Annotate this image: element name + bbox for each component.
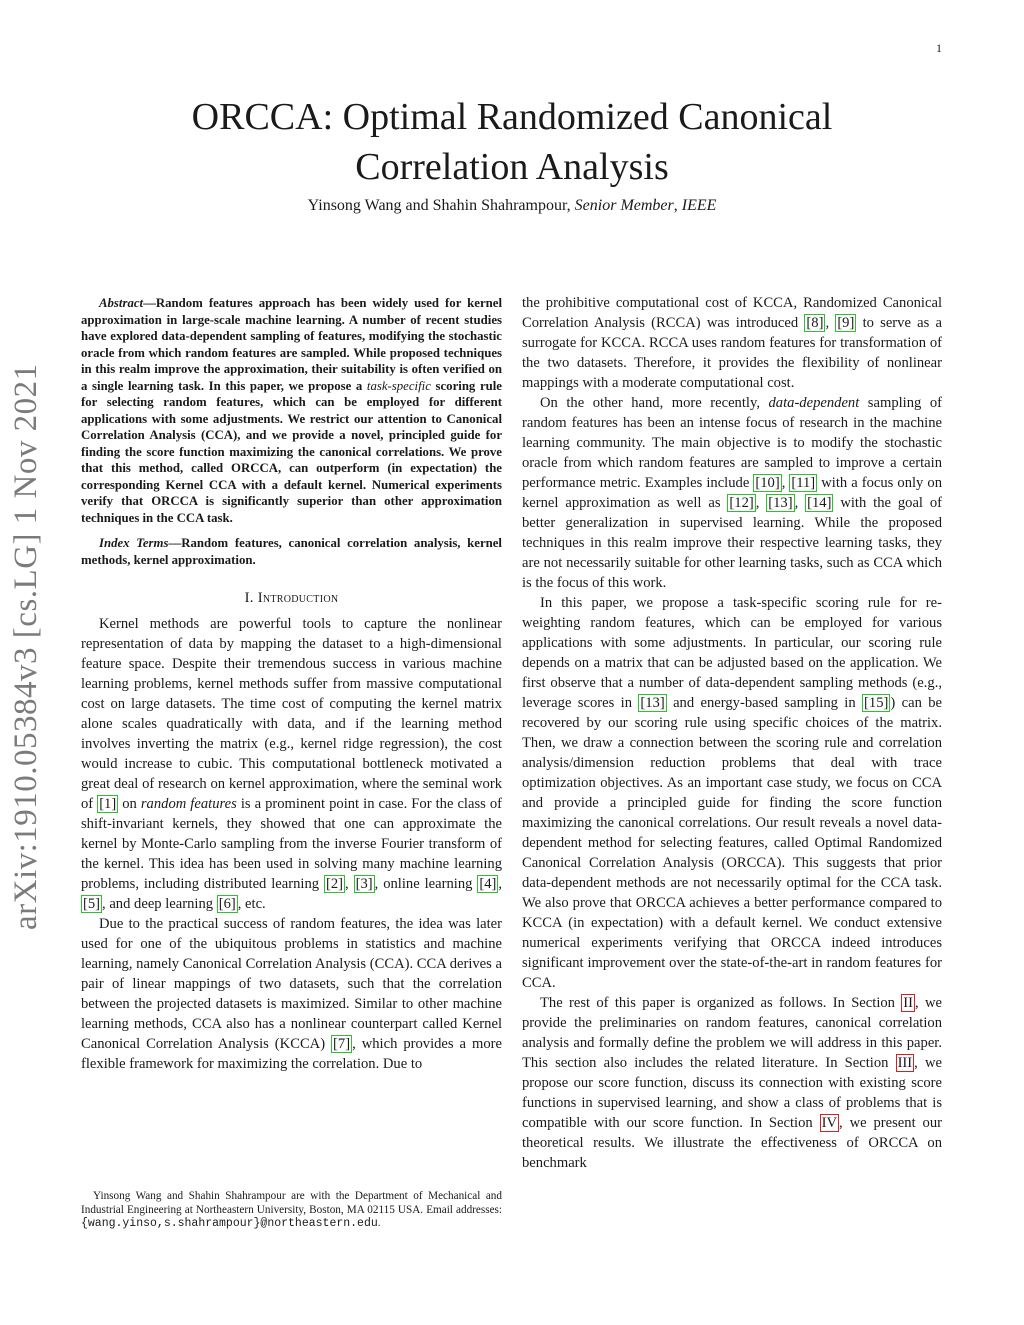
paragraph <box>81 614 502 914</box>
text-run: the prohibitive computational cost of KCCA, Randomized Canonical Correlation Analysis (RCCA) was introduced <box>522 295 942 331</box>
text-run: On the other hand, more recently, <box>540 395 769 411</box>
text-run: , <box>794 495 806 511</box>
text-run: is a prominent point in case. For the class of shift-invariant kernels, they showed that one can approximate the kernel by Monte-Carlo sampling from the inverse Fourier transform of the kernel. This idea has been used in solving many machine learning problems, including distributed learning <box>81 796 503 892</box>
paragraph <box>522 593 942 993</box>
citation-link[interactable]: [8] <box>806 315 824 331</box>
citation-link[interactable]: [12] <box>729 495 754 511</box>
section-link[interactable]: IV <box>821 1115 838 1131</box>
paragraph <box>522 293 942 393</box>
text-run: , <box>755 495 767 511</box>
author-org: IEEE <box>681 197 717 214</box>
citation-link[interactable]: [4] <box>479 876 497 892</box>
section-link[interactable]: II <box>903 995 914 1011</box>
text-run: ) can be recovered by our scoring rule using specific choices of the matrix. Then, we draw a connection between the scoring rule and correlation analysis/dimension reduction problems that deal with trace optimization objectives. As an important case study, we focus on CCA and provide a principled guide for finding the score function maximizing the canonical correlations. Our result reveals a novel data-dependent method for selecting features, called Optimal Randomized Canonical Correlation Analysis (ORCCA). This suggests that prior data-dependent methods are not necessarily optimal for the CCA task. We also prove that ORCCA achieves a better performance compared to KCCA (in expectation) with a default kernel. We conduct extensive numerical experiments verifying that ORCCA indeed introduces significant improvement over the state-of-the-art in random features for CCA. <box>522 695 943 991</box>
text-run: The rest of this paper is organized as follows. In Section <box>540 995 902 1011</box>
right-column <box>522 293 942 1173</box>
citation-link[interactable]: [14] <box>807 495 832 511</box>
index-terms-text: —Random features, canonical correlation analysis, kernel methods, kernel approximation. <box>81 536 502 567</box>
footnote <box>81 1190 502 1231</box>
email-address: {wang.yinso,s.shahrampour}@northeastern.edu <box>81 1217 378 1231</box>
text-run: , we provide the preliminaries on random features, canonical correlation analysis and formally define the problem we will address in this paper. This section also includes the related literature. In Section <box>522 995 942 1071</box>
text-run: Due to the practical success of random features, the idea was later used for one of the ubiquitous problems in statistics and machine learning, namely Canonical Correlation Analysis (CCA). CCA derives a pair of linear mappings of two datasets, such that the correlation between the projected datasets is maximized. Similar to other machine learning methods, CCA also has a nonlinear counterpart called Kernel Canonical Correlation Analysis (KCCA) <box>81 916 502 1052</box>
text-run: Kernel methods are powerful tools to capture the nonlinear representation of data by mapping the dataset to a high-dimensional feature space. Despite their tremendous success in various machine learning problems, kernel methods suffer from massive computational cost on large datasets. The time cost of computing the kernel matrix alone scales quadratically with data, and if the learning method involves inverting the matrix (e.g., kernel ridge regression), the cost would increase to cubic. This computational bottleneck motivated a great deal of research on kernel approximation, where the seminal work of <box>81 616 502 812</box>
citation-link[interactable]: [9] <box>837 315 855 331</box>
author-names: Yinsong Wang and Shahin Shahrampour, <box>307 197 571 214</box>
text-run: In this paper, we propose a task-specific scoring rule for re-weighting random features, which can be employed for various applications with some adjustments. In particular, our scoring rule depends on a matrix that can be adjusted based on the application. We first observe that a number of data-dependent sampling methods (e.g., leverage scores in <box>522 595 942 711</box>
emphasis: random features <box>140 796 237 812</box>
text-run: , <box>345 876 354 892</box>
text-run: , online learning <box>374 876 478 892</box>
paragraph <box>81 914 502 1074</box>
text-run: , we propose our score function, discuss its connection with existing score functions in supervised learning, and show a class of problems that is compatible with our score function. In Section <box>522 1055 942 1131</box>
index-terms <box>81 535 502 568</box>
emphasis: data-dependent <box>768 395 860 411</box>
citation-link[interactable]: [13] <box>640 695 665 711</box>
abstract-emph: task-specific <box>366 378 431 393</box>
text-run: with a focus only on kernel approximation as well as <box>522 475 942 511</box>
citation-link[interactable]: [6] <box>218 896 236 912</box>
citation-link[interactable]: [5] <box>83 896 101 912</box>
author-role: Senior Member <box>574 197 674 214</box>
citation-link[interactable]: [7] <box>333 1036 351 1052</box>
text-run: on <box>118 796 141 812</box>
citation-link[interactable]: [11] <box>791 475 816 491</box>
text-run: sampling of random features has been an intense focus of research in the machine learning community. The main objective is to modify the stochastic oracle from which random features are sampled to improve a certain performance metric. Examples include <box>522 395 942 491</box>
citation-link[interactable]: [15] <box>864 695 889 711</box>
abstract-text: —Random features approach has been widely used for kernel approximation in large-scale machine learning. A number of recent studies have explored data-dependent sampling of features, modifying the stochastic oracle from which random features are sampled. While proposed techniques in this realm improve the approximation, their suitability is often verified on a single learning task. In this paper, we propose a <box>81 296 502 393</box>
text-run: with the goal of better generalization in supervised learning. While the proposed techniques in this realm improve their respective learning tasks, they are not necessarily suitable for other learning tasks, such as CCA which is the focus of this work. <box>522 495 943 591</box>
paragraph <box>522 993 942 1173</box>
left-column <box>81 295 502 1074</box>
text-run: , we present our theoretical results. We illustrate the effectiveness of ORCCA on benchmark <box>522 1115 942 1171</box>
text-run: , <box>781 475 790 491</box>
text-run: and energy-based sampling in <box>666 695 863 711</box>
paragraph <box>522 393 942 593</box>
abstract-label: Abstract <box>99 296 144 310</box>
arxiv-stamp: arXiv:1910.05384v3 [cs.LG] 1 Nov 2021 <box>8 363 44 930</box>
section-title: Introduction <box>257 590 339 606</box>
abstract-text-cont: scoring rule for selecting random features, which can be employed for different applications with some adjustments. We restrict our attention to Canonical Correlation Analysis (CCA), and we provide a novel, principled guide for finding the score function maximizing the canonical correlations. We prove that this method, called ORCCA, can outperform (in expectation) the corresponding Kernel CCA with a default kernel. Numerical experiments verify that ORCCA is significantly superior than other approximation techniques in the CCA task. <box>81 378 502 525</box>
section-heading <box>81 588 502 608</box>
text-run: , and deep learning <box>102 896 217 912</box>
citation-link[interactable]: [3] <box>355 876 373 892</box>
page-number: 1 <box>936 41 942 55</box>
author-line: Yinsong Wang and Shahin Shahrampour, Senior Member, IEEE <box>307 197 717 214</box>
text-run: to serve as a surrogate for KCCA. RCCA uses random features for transformation of the two datasets. Therefore, it provides the flexibility of nonlinear mappings with a moderate computational cost. <box>522 315 943 391</box>
citation-link[interactable]: [1] <box>99 796 117 812</box>
text-run: , <box>498 876 503 892</box>
index-terms-label: Index Terms <box>99 536 169 550</box>
footnote-text: Yinsong Wang and Shahin Shahrampour are with the Department of Mechanical and Industrial Engineering at Northeastern University, Boston, MA 02115 USA. Email addresses: <box>81 1190 502 1216</box>
text-run: , which provides a more flexible framework for maximizing the correlation. Due to <box>81 1036 502 1072</box>
footnote-end: . <box>377 1217 381 1230</box>
text-run: , <box>825 315 836 331</box>
paper-title: ORCCA: Optimal Randomized Canonical Correlation Analysis <box>191 96 833 188</box>
text-run: , etc. <box>237 896 266 912</box>
abstract <box>81 295 502 526</box>
section-numeral: I. <box>244 590 254 606</box>
section-link[interactable]: III <box>897 1055 913 1071</box>
citation-link[interactable]: [2] <box>326 876 344 892</box>
citation-link[interactable]: [13] <box>768 495 793 511</box>
citation-link[interactable]: [10] <box>755 475 780 491</box>
